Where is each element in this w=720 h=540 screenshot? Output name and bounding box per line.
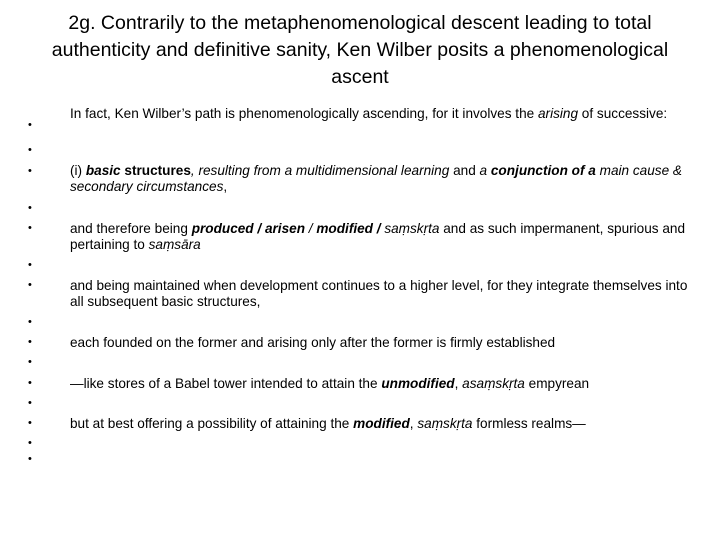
text-segment: a bbox=[479, 163, 491, 178]
bullet-icon: • bbox=[28, 397, 32, 409]
text-segment: saṃsāra bbox=[148, 237, 201, 252]
text-segment: of successive: bbox=[578, 106, 668, 121]
bullet-icon: • bbox=[28, 119, 32, 131]
text-segment: (i) bbox=[70, 163, 86, 178]
bullet-icon: • bbox=[28, 356, 32, 368]
bullet-icon: • bbox=[28, 316, 32, 328]
text-segment: modified bbox=[353, 416, 410, 431]
list-item bbox=[70, 106, 690, 122]
text-segment: and therefore being bbox=[70, 221, 192, 236]
bullet-icon: • bbox=[28, 336, 32, 348]
list-item bbox=[70, 278, 690, 310]
list-item bbox=[70, 416, 690, 432]
text-segment: main cause & secondary circumstances bbox=[70, 163, 682, 194]
text-segment: basic bbox=[85, 163, 121, 178]
list-item bbox=[70, 335, 690, 351]
text-segment: arising bbox=[537, 106, 579, 121]
text-segment: and being maintained when development continues to a higher level, for they integrate themselves into all subsequent basic structures, bbox=[70, 278, 688, 309]
text-segment: formless realms— bbox=[472, 416, 586, 431]
bullet-icon: • bbox=[28, 453, 32, 465]
list-item bbox=[70, 376, 690, 392]
list-item bbox=[70, 163, 690, 195]
text-segment: asaṃskṛta bbox=[462, 376, 525, 391]
bullet-icon: • bbox=[28, 144, 32, 156]
bullet-icon: • bbox=[28, 202, 32, 214]
slide-title: 2g. Contrarily to the metaphenomenological descent leading to total authenticity and definitive sanity, Ken Wilber posits a phenomenological ascent bbox=[51, 12, 669, 88]
text-segment: —like stores of a Babel tower intended to attain the bbox=[70, 376, 382, 391]
text-segment: but at best offering a possibility of attaining the bbox=[70, 416, 354, 431]
text-segment: , bbox=[223, 179, 228, 194]
text-segment: saṃskṛta bbox=[417, 416, 473, 431]
text-segment: empyrean bbox=[524, 376, 590, 391]
text-segment: conjunction of a bbox=[490, 163, 596, 178]
text-segment: and as such impermanent, spurious and pertaining to bbox=[70, 221, 686, 252]
bullet-icon: • bbox=[28, 259, 32, 271]
list-item bbox=[70, 221, 690, 253]
text-segment: , bbox=[454, 376, 463, 391]
text-segment: , bbox=[409, 416, 418, 431]
bullet-icon: • bbox=[28, 279, 32, 291]
text-segment: / bbox=[305, 221, 317, 236]
text-segment: , resulting from a multidimensional learning bbox=[190, 163, 450, 178]
bullet-icon: • bbox=[28, 165, 32, 177]
bullet-icon: • bbox=[28, 417, 32, 429]
bullet-icon: • bbox=[28, 222, 32, 234]
text-segment: unmodified bbox=[381, 376, 455, 391]
text-segment: and bbox=[449, 163, 480, 178]
text-segment: structures bbox=[120, 163, 191, 178]
text-segment: saṃskṛta bbox=[384, 221, 440, 236]
bullet-icon: • bbox=[28, 377, 32, 389]
text-segment: modified / bbox=[316, 221, 381, 236]
text-segment: In fact, Ken Wilber’s path is phenomenologically ascending, for it involves the bbox=[70, 106, 538, 121]
text-segment: produced / arisen bbox=[191, 221, 305, 236]
text-segment: each founded on the former and arising only after the former is firmly established bbox=[70, 335, 556, 350]
bullet-icon: • bbox=[28, 437, 32, 449]
